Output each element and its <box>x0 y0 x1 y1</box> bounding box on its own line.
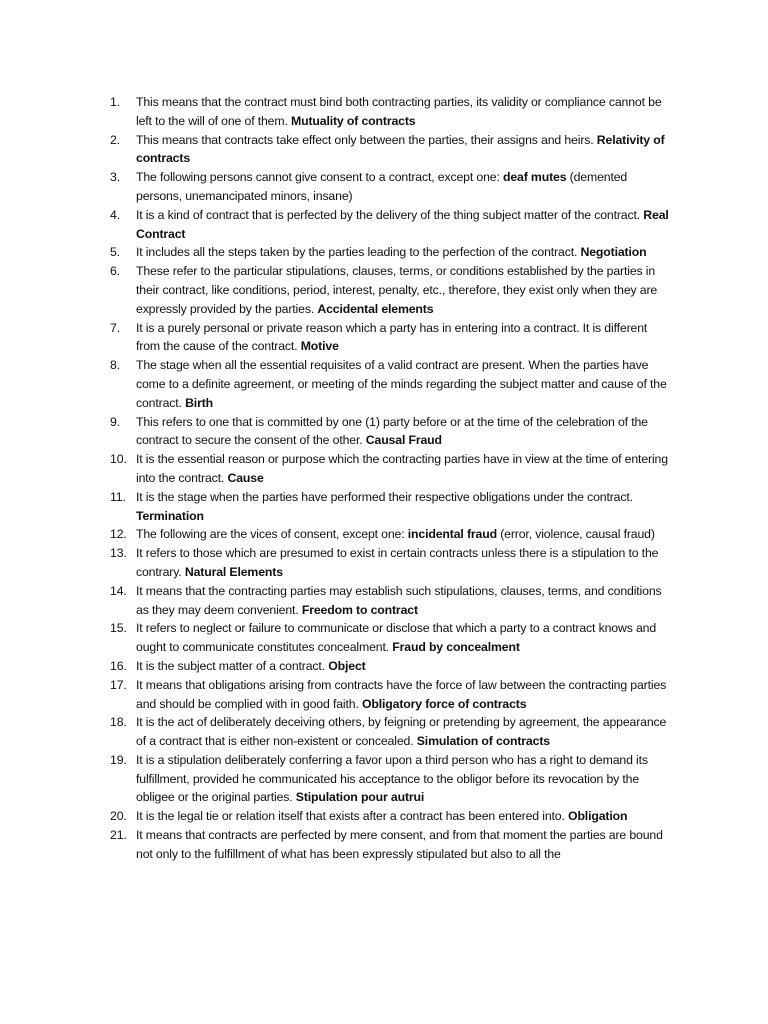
item-answer: Simulation of contracts <box>416 734 550 749</box>
item-number: 15. <box>110 621 127 636</box>
list-item <box>110 826 670 864</box>
item-text: It is the legal tie or relation itself that exists after a contract has been entered into. <box>136 809 569 824</box>
item-number: 10. <box>110 452 127 467</box>
item-answer: deaf mutes <box>502 170 567 185</box>
item-answer: Birth <box>185 395 214 410</box>
item-text: This means that the contract must bind both contracting parties, its validity or compliance cannot be left to the will of one of them. <box>136 95 662 128</box>
list-item <box>110 243 670 262</box>
item-answer: Accidental elements <box>317 301 434 316</box>
item-text: It means that contracts are perfected by mere consent, and from that moment the parties are bound not only to the fulfillment of what has been expressly stipulated but also to all the <box>136 828 663 861</box>
list-item <box>110 713 670 751</box>
list-item <box>110 488 670 526</box>
list-item <box>110 582 670 620</box>
list-item <box>110 356 670 412</box>
item-number: 17. <box>110 677 127 692</box>
item-text: The stage when all the essential requisites of a valid contract are present. When the parties have come to a definite agreement, or meeting of the minds regarding the subject matter and cause of the contract. <box>136 358 667 410</box>
item-answer: Mutuality of contracts <box>291 113 416 128</box>
item-answer: Relativity of contracts <box>136 132 665 166</box>
item-text: It refers to neglect or failure to communicate or disclose that which a party to a contract knows and ought to communicate constitutes concealment. <box>136 621 657 655</box>
item-number: 2. <box>110 132 120 147</box>
item-text: The following persons cannot give consent to a contract, except one: <box>136 170 503 185</box>
item-number: 9. <box>110 414 120 429</box>
item-answer: Termination <box>136 508 204 523</box>
item-text: It means that the contracting parties may establish such stipulations, clauses, terms, and conditions as they may deem convenient. <box>136 583 662 617</box>
list-item <box>110 450 670 488</box>
list-item <box>110 131 670 169</box>
item-text: It is the stage when the parties have performed their respective obligations under the contract. <box>136 489 633 504</box>
item-number: 7. <box>110 320 120 335</box>
item-number: 14. <box>110 583 127 598</box>
list-item <box>110 525 670 544</box>
item-text: It refers to those which are presumed to exist in certain contracts unless there is a stipulation to the contrary. <box>136 546 659 579</box>
item-answer: Object <box>328 658 366 673</box>
item-text: It is a purely personal or private reason which a party has in entering into a contract. It is different from the cause of the contract. <box>136 320 648 354</box>
item-text: It is the subject matter of a contract. <box>136 658 329 673</box>
list-item <box>110 413 670 451</box>
list-item <box>110 206 670 244</box>
item-answer: Obligation <box>568 809 628 824</box>
item-text: It is the act of deliberately deceiving others, by feigning or pretending by agreement, the appearance of a contract that is either non-existent or concealed. <box>136 715 667 749</box>
list-item <box>110 751 670 807</box>
item-number: 1. <box>110 95 120 109</box>
item-after: (error, violence, causal fraud) <box>496 527 655 542</box>
item-answer: Fraud by concealment <box>392 640 520 655</box>
item-answer: Freedom to contract <box>301 602 418 617</box>
item-text: These refer to the particular stipulations, clauses, terms, or conditions established by the parties in their contract, like conditions, period, interest, penalty, etc., therefore, they exist only when they are expressly provided by the parties. <box>136 264 658 316</box>
item-number: 18. <box>110 715 127 730</box>
item-answer: Motive <box>300 339 339 354</box>
item-text: It means that obligations arising from contracts have the force of law between the contracting parties and should be complied with in good faith. <box>136 677 667 711</box>
item-answer: Stipulation pour autrui <box>295 790 425 805</box>
item-text: It includes all the steps taken by the parties leading to the perfection of the contract. <box>136 245 581 260</box>
item-answer: Natural Elements <box>184 564 283 579</box>
list-item <box>110 619 670 657</box>
list-item <box>110 262 670 318</box>
item-number: 16. <box>110 658 127 673</box>
list-item <box>110 168 670 206</box>
list-item <box>110 544 670 582</box>
item-number: 6. <box>110 264 120 279</box>
item-answer: Obligatory force of contracts <box>361 696 527 711</box>
list-item <box>110 807 670 826</box>
item-number: 4. <box>110 207 120 222</box>
item-text: This refers to one that is committed by one (1) party before or at the time of the celebration of the contract to secure the consent of the other. <box>136 414 648 448</box>
item-answer: Causal Fraud <box>365 433 442 448</box>
item-number: 20. <box>110 809 127 824</box>
item-number: 3. <box>110 170 120 185</box>
item-number: 5. <box>110 245 120 260</box>
item-text: It is a kind of contract that is perfected by the delivery of the thing subject matter of the contract. <box>136 207 644 222</box>
list-item <box>110 676 670 714</box>
list-item <box>110 657 670 676</box>
item-answer: Cause <box>227 470 264 485</box>
item-text: It is the essential reason or purpose which the contracting parties have in view at the time of entering into the contract. <box>136 452 668 485</box>
item-number: 13. <box>110 546 127 561</box>
question-list <box>110 93 670 864</box>
item-answer: Negotiation <box>580 245 647 260</box>
item-answer: Real Contract <box>136 207 669 241</box>
item-number: 8. <box>110 358 120 373</box>
item-number: 11. <box>110 489 126 504</box>
item-text: This means that contracts take effect only between the parties, their assigns and heirs. <box>136 132 597 147</box>
item-text: It is a stipulation deliberately conferring a favor upon a third person who has a right to demand its fulfillment, provided he communicated his acceptance to the obligor before its revocation by the obligee or the original parties. <box>136 752 648 805</box>
item-text: The following are the vices of consent, except one: <box>136 527 408 542</box>
list-item <box>110 319 670 357</box>
item-answer: incidental fraud <box>407 527 497 542</box>
item-after: (demented persons, unemancipated minors, insane) <box>136 170 628 203</box>
item-number: 21. <box>110 828 127 843</box>
list-item <box>110 93 670 131</box>
item-number: 12. <box>110 527 127 542</box>
item-number: 19. <box>110 752 127 767</box>
